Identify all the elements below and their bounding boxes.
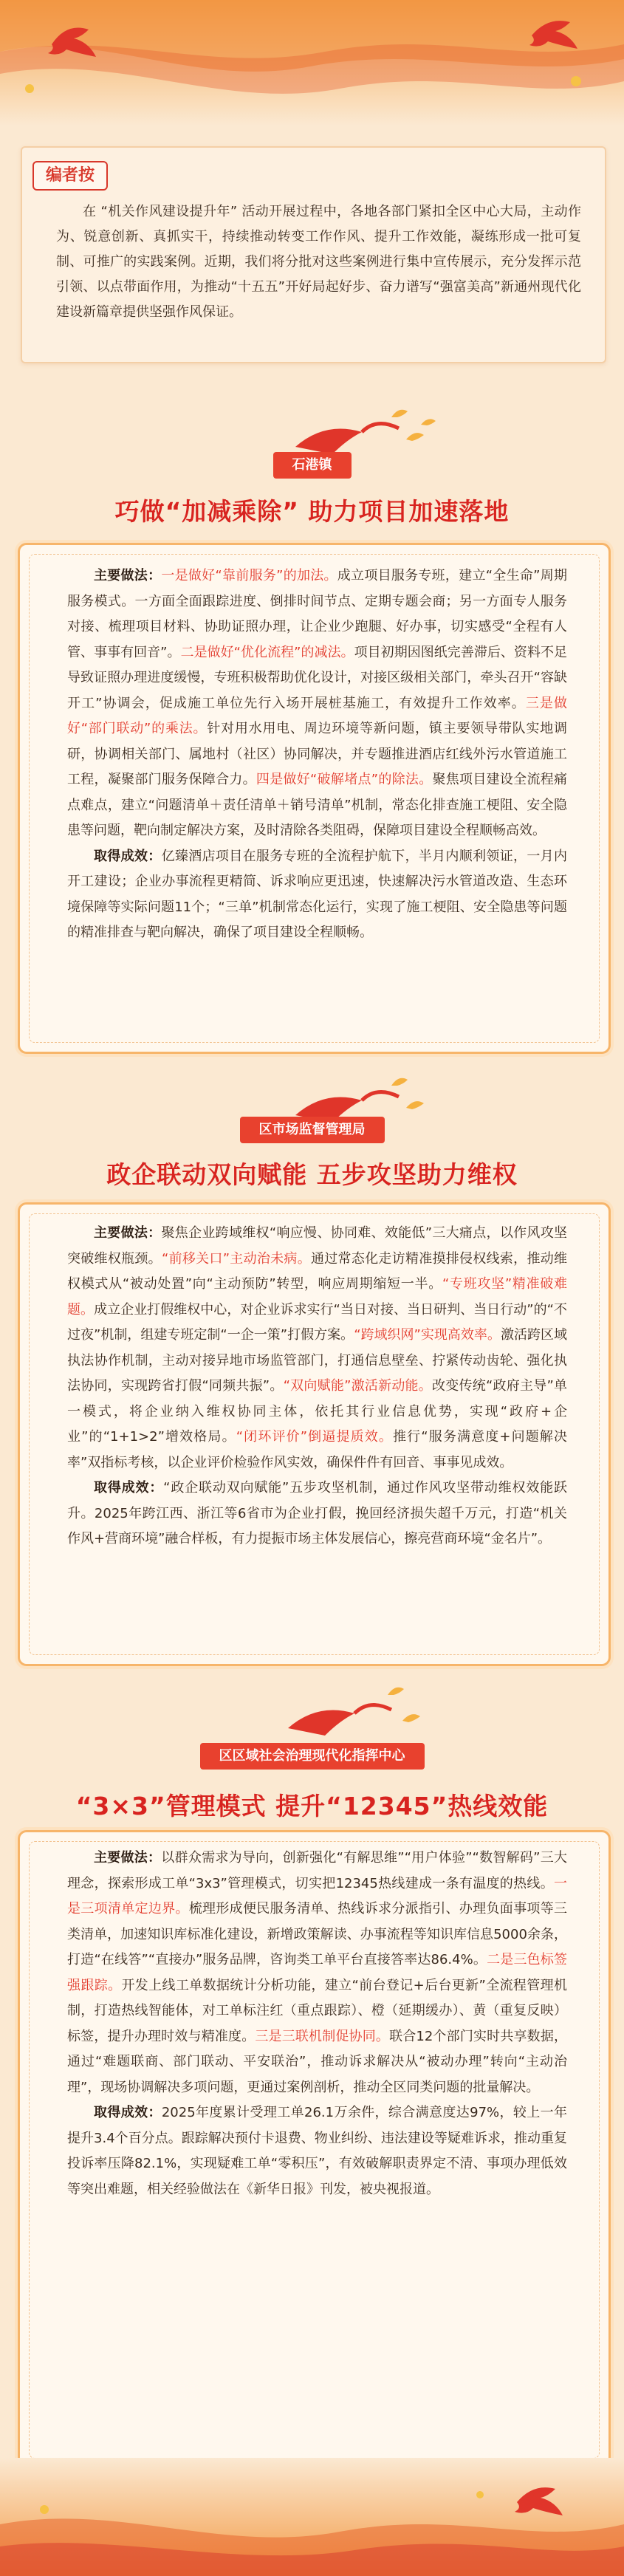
section-title: “3×3”管理模式 提升“12345”热线效能 xyxy=(75,1792,549,1820)
section-1-text xyxy=(67,564,567,946)
banner-art xyxy=(0,2458,624,2576)
lead-label: 主要做法： xyxy=(94,1850,162,1866)
banner-art xyxy=(0,0,624,126)
highlight-phrase: “双向赋能”激活新动能。 xyxy=(283,1378,433,1394)
highlight-phrase: 二是做好“优化流程”的减法。 xyxy=(180,644,354,660)
section-3-text xyxy=(67,1846,567,2202)
body-text: 成立企业打假维权中心，对企业诉求实行“当日对接、当日研判、当日行动”的“不过夜”机制，组建专班定制“一企一策”打假方案。 xyxy=(67,1301,567,1343)
highlight-phrase: “专班攻坚”精准破难题。 xyxy=(67,1276,567,1318)
body-text: 联合12个部门实时共享数据，通过“难题联商、部门联动、平安联治”，推动诉求解决从“被动办理”转向“主动治理”，现场协调解决多项问题，更通过案例剖析，推动全区同类问题的批量解决。 xyxy=(67,2028,568,2095)
body-text: 针对用水用电、周边环境等新问题，镇主要领导带队实地调研，协调相关部门、属地村（社区）协同解决，并专题推进酒店红线外污水管道施工工程，凝聚部门服务保障合力。 xyxy=(67,721,567,787)
body-text: 亿臻酒店项目在服务专班的全流程护航下，半月内顺利领证，一月内开工建设；企业办事流程更精简、诉求响应更迅速，快速解决污水管道改造、生态环境保障等实际问题11个；“三单”机制常态化运行，实现了施工梗阻、安全隐患等问题的精准排查与靶向解决，确保了项目建设全程顺畅。 xyxy=(67,848,568,940)
highlight-phrase: “闭环评价”倒逼提质效。 xyxy=(236,1429,393,1445)
body-text: 聚焦企业跨域维权“响应慢、协同难、效能低”三大痛点，以作风攻坚突破维权瓶颈。 xyxy=(67,1225,567,1267)
section-2-text xyxy=(67,1221,567,1552)
results-paragraph xyxy=(67,844,567,946)
body-text: 以群众需求为导向，创新强化“有解思维”“用户体验”“数智解码”三大理念，探索形成工单“3x3”管理模式，切实把12345热线建成一条有温度的热线。 xyxy=(67,1850,567,1891)
highlight-phrase: “前移关口”主动治未病。 xyxy=(161,1250,311,1267)
methods-paragraph xyxy=(67,1221,567,1476)
section-1-header xyxy=(0,402,624,528)
section-title: 政企联动双向赋能 五步攻坚助力维权 xyxy=(106,1160,518,1189)
section-2-content xyxy=(18,1202,611,1666)
bottom-banner xyxy=(0,2458,624,2576)
body-text: 聚焦项目建设全流程痛点难点，建立“问题清单＋责任清单＋销号清单”机制，常态化排查施工梗阻、安全隐患等问题，靶向制定解决方案，及时清除各类阻碍，保障项目建设全程顺畅高效。 xyxy=(67,772,568,838)
highlight-phrase: 一是做好“靠前服务”的加法。 xyxy=(161,568,337,583)
section-badge: 石港镇 xyxy=(273,452,352,479)
body-text: “政企联动双向赋能”五步攻坚机制，通过作风攻坚带动维权效能跃升。2025年跨江西、浙江等6省市为企业打假，挽回经济损失超千万元，打造“机关作风+营商环境”融合样板，有力提振市场主体发展信心，擦亮营商环境“金名片”。 xyxy=(67,1480,567,1546)
highlight-phrase: 三是三联机制促协同。 xyxy=(255,2028,390,2044)
body-text: 推行“服务满意度+问题解决率”双指标考核，以企业评价检验作风实效，确保件件有回音、事事见成效。 xyxy=(67,1429,568,1470)
lead-label: 取得成效： xyxy=(94,848,162,864)
section-3-header xyxy=(0,1676,624,1824)
methods-paragraph xyxy=(67,564,567,844)
section-1-content xyxy=(18,543,611,1054)
body-text: 开发上线工单数据统计分析功能，建立“前台登记+后台更新”全流程管理机制，打造热线智能体，对工单标注红（重点跟踪）、橙（延期缓办）、黄（重复反映）标签，提升办理时效与精准度。 xyxy=(67,1977,567,2044)
results-paragraph xyxy=(67,1476,567,1552)
editor-note-tag: 编者按 xyxy=(32,161,108,191)
editor-note-box xyxy=(21,146,606,363)
lead-label: 取得成效： xyxy=(94,2105,162,2120)
body-text: 成立项目服务专班，建立“全生命”周期服务模式。一方面全面跟踪进度、倒排时间节点、定期专题会商；另一方面专人服务对接、梳理项目材料、协助证照办理，让企业少跑腿、好办事，切实感受“全程有人管、事事有回音”。 xyxy=(67,568,568,660)
section-badge: 区市场监督管理局 xyxy=(240,1117,385,1143)
lead-label: 取得成效： xyxy=(94,1480,164,1496)
highlight-phrase: 二是三色标签强跟踪。 xyxy=(67,1952,568,1993)
body-text: 梳理形成便民服务清单、热线诉求分派指引、办理负面事项等三类清单，加速知识库标准化建设，新增政策解读、办事流程等知识库信息5000余条，打造“在线答”“直接办”服务品牌，咨询类工单平台直接答率达86.4%。 xyxy=(67,1901,567,1967)
methods-paragraph xyxy=(67,1846,567,2100)
results-paragraph xyxy=(67,2100,567,2202)
body-text: 项目初期因图纸完善滞后、资料不足导致证照办理进度缓慢，专班积极帮助优化设计，对接区级相关部门，牵头召开“容缺开工”协调会，促成施工单位先行入场开展桩基施工，有效提升工作效率。 xyxy=(67,644,568,711)
highlight-phrase: 三是做好“部门联动”的乘法。 xyxy=(67,695,567,736)
top-banner xyxy=(0,0,624,126)
body-text: 2025年度累计受理工单26.1万余件，综合满意度达97%，较上一年提升3.4个百分点。跟踪解决预付卡退费、物业纠纷、违法建设等疑难诉求，推动重复投诉率压降82.1%，实现疑难工单“零积压”，有效破解职责界定不清、事项办理低效等突出难题，相关经验做法在《新华日报》刊发，被央视报道。 xyxy=(67,2105,567,2197)
body-text: 通过常态化走访精准摸排侵权线索，推动维权模式从“被动处置”向“主动预防”转型，响应周期缩短一半。 xyxy=(67,1250,568,1292)
highlight-phrase: “跨域织网”实现高效率。 xyxy=(354,1327,501,1343)
section-badge: 区区域社会治理现代化指挥中心 xyxy=(200,1743,425,1770)
body-text: 激活跨区域执法协作机制，主动对接异地市场监管部门，打通信息壁垒、拧紧传动齿轮、强化执法协同，实现跨省打假“同频共振”。 xyxy=(67,1327,567,1394)
highlight-phrase: 四是做好“破解堵点”的除法。 xyxy=(256,772,433,787)
lead-label: 主要做法： xyxy=(94,1225,162,1241)
highlight-phrase: 一是三项清单定边界。 xyxy=(67,1875,567,1916)
section-3-content xyxy=(18,1830,611,2470)
section-title: 巧做“加减乘除” 助力项目加速落地 xyxy=(114,497,510,526)
body-text: 改变传统“政府主导”单一模式，将企业纳入维权协同主体，依托其行业信息优势，实现“政府+企业”的“1+1>2”增效格局。 xyxy=(67,1378,567,1445)
lead-label: 主要做法： xyxy=(94,568,162,583)
section-2-header xyxy=(0,1071,624,1204)
editor-note-text: 在 “机关作风建设提升年” 活动开展过程中，各地各部门紧扣全区中心大局，主动作为、锐意创新、真抓实干，持续推动转变工作作风、提升工作效能，凝练形成一批可复制、可推广的实践案例。近期，我们将分批对这些案例进行集中宣传展示，充分发挥示范引领、以点带面作用，为推动“十五五”开好局起好步、奋力谱写“强富美高”新通州现代化建设新篇章提供坚强作风保证。 xyxy=(56,204,581,320)
